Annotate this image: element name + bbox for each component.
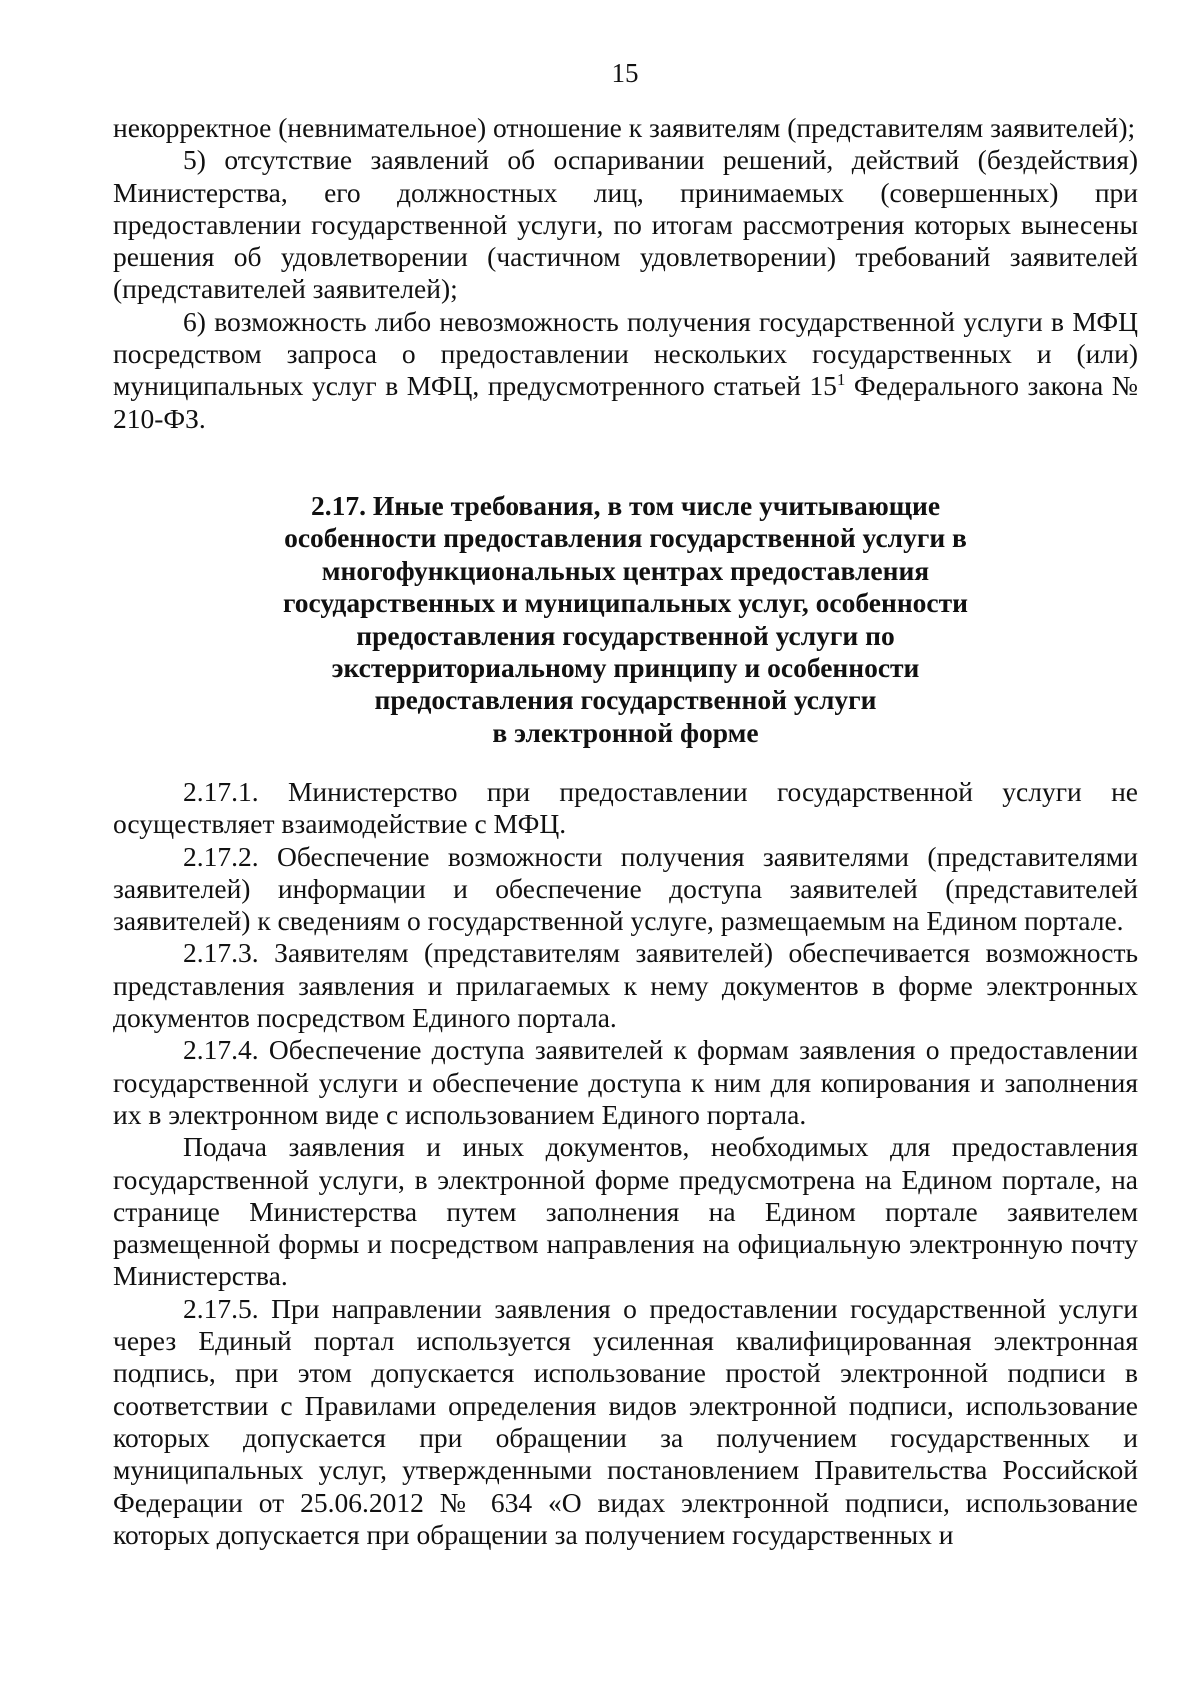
paragraph-item-5: 5) отсутствие заявлений об оспаривании решений, действий (бездействия) Министерства, его должностных лиц, принимаемых (совершенных) при предоставлении государственной услуги, по итогам рассмотрения которых вынесены решения об удовлетворении (частичном удовлетворении) требований заявителей (представителей заявителей); bbox=[113, 144, 1138, 305]
heading-line: экстерриториальному принципу и особенности bbox=[331, 652, 920, 684]
paragraph-submission: Подача заявления и иных документов, необходимых для предоставления государственной услуги, в электронной форме предусмотрена на Едином портале, на странице Министерства путем заполнения на Едином портале заявителем размещенной формы и посредством направления на официальную электронную почту Министерства. bbox=[113, 1131, 1138, 1292]
paragraph-2-17-2: 2.17.2. Обеспечение возможности получения заявителями (представителями заявителей) информации и обеспечение доступа заявителей (представителей заявителей) к сведениям о государственной услуге, размещаемым на Едином портале. bbox=[113, 840, 1138, 937]
top-text-block bbox=[113, 112, 1138, 435]
paragraph-2-17-3: 2.17.3. Заявителям (представителям заявителей) обеспечивается возможность представления заявления и прилагаемых к нему документов в форме электронных документов посредством Единого портала. bbox=[113, 937, 1138, 1034]
paragraph-item-6 bbox=[113, 306, 1138, 435]
paragraph-continuation: некорректное (невнимательное) отношение к заявителям (представителям заявителей); bbox=[113, 112, 1136, 143]
heading-line: многофункциональных центрах предоставления bbox=[321, 554, 930, 586]
paragraph-item-6-tail: Федерального закона № 210-ФЗ. bbox=[113, 370, 1138, 434]
paragraph-2-17-1: 2.17.1. Министерство при предоставлении государственной услуги не осуществляет взаимодействие с МФЦ. bbox=[113, 776, 1138, 840]
heading-line: государственных и муниципальных услуг, особенности bbox=[283, 587, 968, 619]
superscript-1: 1 bbox=[836, 370, 846, 390]
paragraph-2-17-5: 2.17.5. При направлении заявления о предоставлении государственной услуги через Единый портал используется усиленная квалифицированная электронная подпись, при этом допускается использование простой электронной подписи в соответствии с Правилами определения видов электронной подписи, использование которых допускается при обращении за получением государственных и муниципальных услуг, утвержденными постановлением Правительства Российской Федерации от 25.06.2012 № 634 «О видах электронной подписи, использование которых допускается при обращении за получением государственных и bbox=[113, 1292, 1138, 1550]
heading-line: в электронной форме bbox=[492, 716, 759, 748]
heading-line: предоставления государственной услуги bbox=[374, 684, 877, 716]
bottom-text-block bbox=[113, 776, 1138, 1551]
heading-line: 2.17. Иные требования, в том числе учитывающие bbox=[310, 490, 941, 521]
paragraph-2-17-4: 2.17.4. Обеспечение доступа заявителей к формам заявления о предоставлении государственной услуги и обеспечение доступа к ним для копирования и заполнения их в электронном виде с использованием Единого портала. bbox=[113, 1034, 1138, 1130]
heading-line: предоставления государственной услуги по bbox=[356, 619, 895, 651]
section-heading-2-17 bbox=[113, 490, 1138, 749]
paragraph-item-6-text: 6) возможность либо невозможность получения государственной услуги в МФЦ посредством запроса о предоставлении нескольких государственных и (или) муниципальных услуг в МФЦ, предусмотренного статьей 15 bbox=[113, 305, 1138, 402]
heading-line: особенности предоставления государственной услуги в bbox=[284, 522, 967, 554]
page-number: 15 bbox=[611, 58, 639, 88]
